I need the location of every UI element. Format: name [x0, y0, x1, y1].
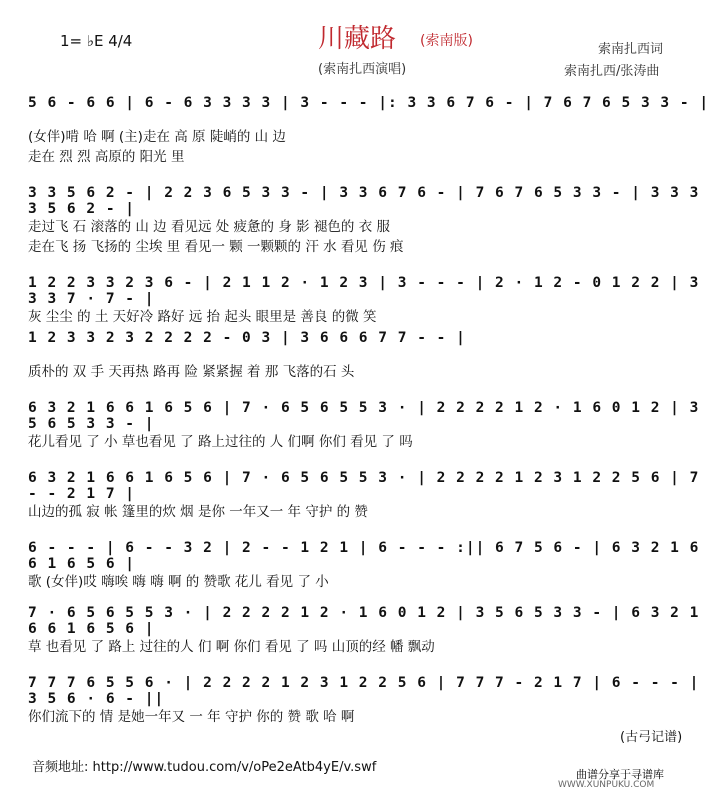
- lyric-line: 草 也看见 了 路上 过往的人 们 啊 你们 看见 了 吗 山顶的经 幡 飘动: [28, 639, 435, 655]
- lyric-line: 走过飞 石 滚落的 山 边 看见远 处 疲惫的 身 影 褪色的 衣 服: [28, 219, 390, 235]
- recorder-credit: (古弓记谱): [620, 730, 683, 745]
- key-signature: 1= ♭E 4/4: [60, 32, 133, 50]
- lyric-line: 花儿看见 了 小 草也看见 了 路上过往的 人 们啊 你们 看见 了 吗: [28, 434, 413, 450]
- site-credit: 曲谱分享于寻谱库: [576, 768, 664, 781]
- notation-row: 5 6 - 6 6 | 6 - 6 3 3 3 3 | 3 - - - |: 3 3 6 7 6 - | 7 6 7 6 5 3 3 - |: [28, 95, 710, 111]
- composer-credit: 索南扎西/张涛曲: [564, 64, 660, 79]
- song-subtitle: (索南版): [420, 33, 473, 49]
- notation-row: 1 2 2 3 3 2 3 6 - | 2 1 1 2 · 1 2 3 | 3 - - - | 2 · 1 2 - 0 1 2 2 | 3 3 3 7 · 7 - |: [28, 275, 700, 307]
- singer-credit: (索南扎西演唱): [318, 62, 407, 77]
- lyric-line: 山边的孤 寂 帐 篷里的炊 烟 是你 一年又一 年 守护 的 赞: [28, 504, 368, 520]
- notation-row: 1 2 3 3 2 3 2 2 2 2 - 0 3 | 3 6 6 6 7 7 - - |: [28, 330, 466, 346]
- notation-row: 6 - - - | 6 - - 3 2 | 2 - - 1 2 1 | 6 - - - :|| 6 7 5 6 - | 6 3 2 1 6 6 1 6 5 6 |: [28, 540, 700, 572]
- song-title: 川藏路: [318, 24, 397, 54]
- notation-row: 6 3 2 1 6 6 1 6 5 6 | 7 · 6 5 6 5 5 3 · | 2 2 2 2 1 2 3 1 2 2 5 6 | 7 - - 2 1 7 |: [28, 470, 700, 502]
- lyric-line: 质朴的 双 手 天再热 路再 险 紧紧握 着 那 飞落的石 头: [28, 364, 355, 380]
- site-url[interactable]: WWW.XUNPUKU.COM: [558, 780, 655, 790]
- lyric-line: 灰 尘尘 的 土 天好冷 路好 远 抬 起头 眼里是 善良 的微 笑: [28, 309, 377, 325]
- lyric-line: 你们流下的 情 是她一年又 一 年 守护 你的 赞 歌 哈 啊: [28, 709, 355, 725]
- notation-row: 7 7 7 6 5 5 6 · | 2 2 2 2 1 2 3 1 2 2 5 6 | 7 7 7 - 2 1 7 | 6 - - - | 3 5 6 · 6 - ||: [28, 675, 700, 707]
- lyric-line: 歌 (女伴)哎 嗨唉 嗨 嗨 啊 的 赞歌 花儿 看见 了 小: [28, 574, 329, 590]
- notation-row: 3 3 5 6 2 - | 2 2 3 6 5 3 3 - | 3 3 6 7 6 - | 7 6 7 6 5 3 3 - | 3 3 3 3 5 6 2 - |: [28, 185, 700, 217]
- lyricist-credit: 索南扎西词: [598, 42, 664, 57]
- notation-row: 7 · 6 5 6 5 5 3 · | 2 2 2 2 1 2 · 1 6 0 1 2 | 3 5 6 5 3 3 - | 6 3 2 1 6 6 1 6 5 6 |: [28, 605, 700, 637]
- audio-url[interactable]: 音频地址: http://www.tudou.com/v/oPe2eAtb4yE/v.swf: [32, 760, 377, 775]
- lyric-line-2: 走在 烈 烈 高原的 阳光 里: [28, 149, 185, 165]
- notation-row: 6 3 2 1 6 6 1 6 5 6 | 7 · 6 5 6 5 5 3 · | 2 2 2 2 1 2 · 1 6 0 1 2 | 3 5 6 5 3 3 - |: [28, 400, 700, 432]
- lyric-line-2: 走在飞 扬 飞扬的 尘埃 里 看见一 颗 一颗颗的 汗 水 看见 伤 痕: [28, 239, 404, 255]
- lyric-line: (女伴)啃 哈 啊 (主)走在 高 原 陡峭的 山 边: [28, 129, 286, 145]
